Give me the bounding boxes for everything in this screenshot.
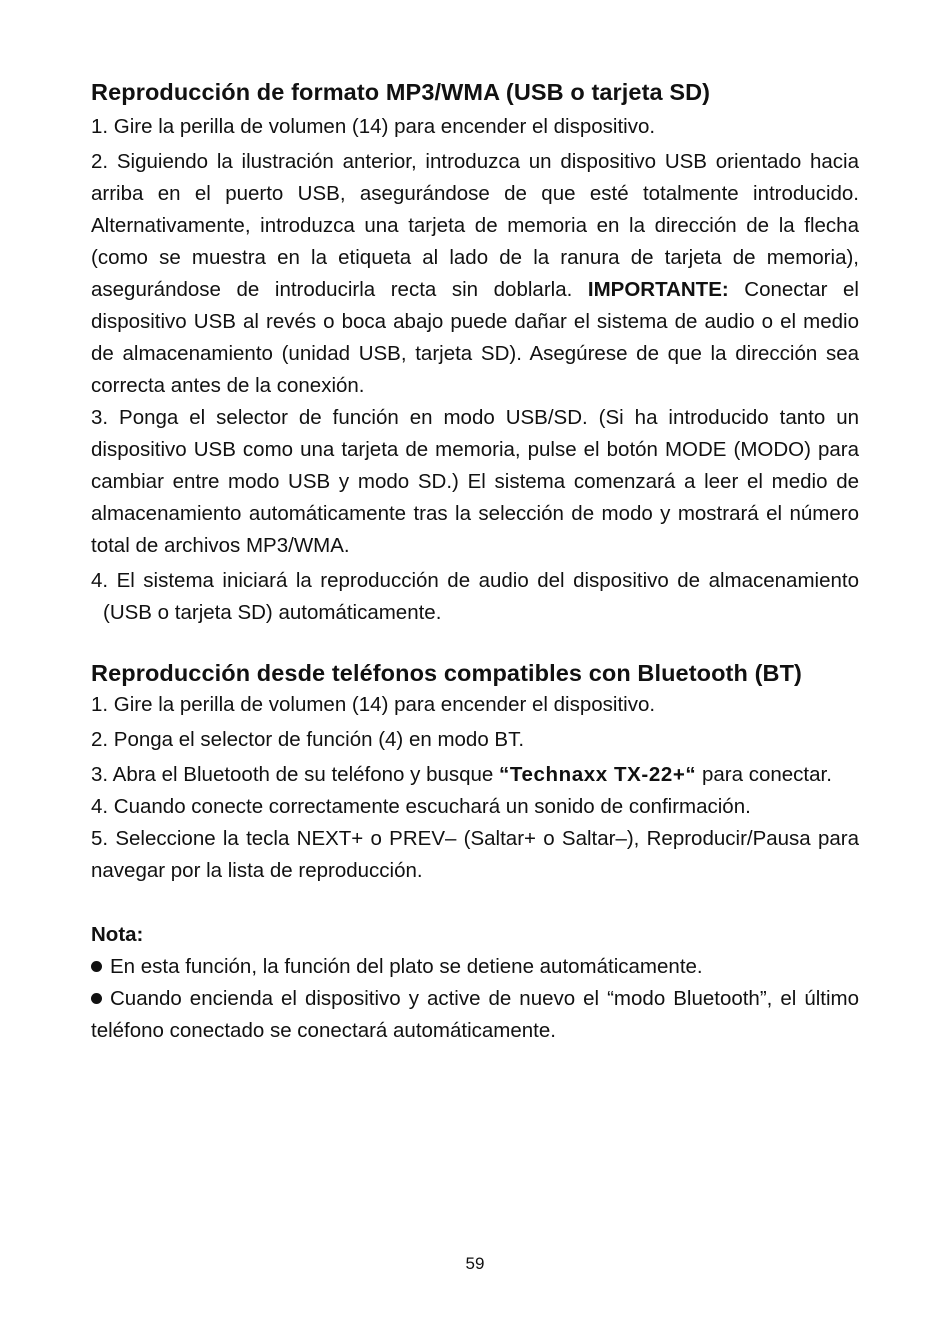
bullet-dot-icon	[91, 961, 102, 972]
note-bullet-1	[91, 951, 859, 983]
note-bullet-2-text: Cuando encienda el dispositivo y active de nuevo el “modo Bluetooth”, el último teléfono conectado se conectará automáticamente.	[91, 987, 859, 1042]
mp3-step-4: 4. El sistema iniciará la reproducción de audio del dispositivo de almacenamiento (USB o tarjeta SD) automáticamente.	[91, 569, 859, 624]
mp3-step-1: 1. Gire la perilla de volumen (14) para encender el dispositivo.	[91, 115, 656, 138]
bt-step-5: 5. Seleccione la tecla NEXT+ o PREV– (Saltar+ o Saltar–), Reproducir/Pausa para navegar por la lista de reproducción.	[91, 827, 859, 882]
mp3-step-2-text: 2. Siguiendo la ilustración anterior, introduzca un dispositivo USB orientado hacia arriba en el puerto USB, asegurándose de que esté totalmente introducido. Alternativamente, introduzca una tarjeta de memoria en la dirección de la flecha (como se muestra en la etiqueta al lado de la ranura de tarjeta de memoria), asegurándose de introducirla recta sin doblarla.	[91, 150, 859, 301]
note-label	[91, 919, 859, 951]
section-title-bluetooth: Reproducción desde teléfonos compatibles con Bluetooth (BT)	[91, 660, 802, 686]
bt-step-3-after: para conectar.	[696, 763, 832, 786]
mp3-step-3: 3. Ponga el selector de función en modo USB/SD. (Si ha introducido tanto un dispositivo USB como una tarjeta de memoria, pulse el botón MODE (MODO) para cambiar entre modo USB y modo SD.) El sistema comenzará a leer el medio de almacenamiento automáticamente tras la selección de modo y mostrará el número total de archivos MP3/WMA.	[91, 406, 859, 557]
manual-page	[91, 76, 859, 1047]
page-number: 59	[465, 1254, 485, 1273]
note-label-text: Nota:	[91, 923, 144, 946]
bt-step-2: 2. Ponga el selector de función (4) en modo BT.	[91, 728, 525, 751]
important-label: IMPORTANTE:	[587, 278, 729, 301]
important-text: Conectar el dispositivo USB al revés o boca abajo puede dañar el sistema de audio o el medio de almacenamiento (unidad USB, tarjeta SD). Asegúrese de que la dirección sea correcta antes de la conexión.	[91, 278, 859, 397]
bullet-dot-icon	[91, 993, 102, 1004]
section-title-mp3-wma: Reproducción de formato MP3/WMA (USB o tarjeta SD)	[91, 79, 711, 105]
note-bullet-1-text: En esta función, la función del plato se detiene automáticamente.	[110, 955, 703, 978]
note-bullet-2	[91, 983, 859, 1047]
mp3-step-2	[91, 146, 859, 402]
bt-step-3	[91, 759, 859, 791]
bt-step-4: 4. Cuando conecte correctamente escuchará un sonido de confirmación.	[91, 795, 751, 818]
bt-step-1: 1. Gire la perilla de volumen (14) para encender el dispositivo.	[91, 693, 656, 716]
bt-step-3-before: 3. Abra el Bluetooth de su teléfono y busque	[91, 763, 500, 786]
bt-device-name: “Technaxx TX-22+“	[499, 763, 697, 786]
